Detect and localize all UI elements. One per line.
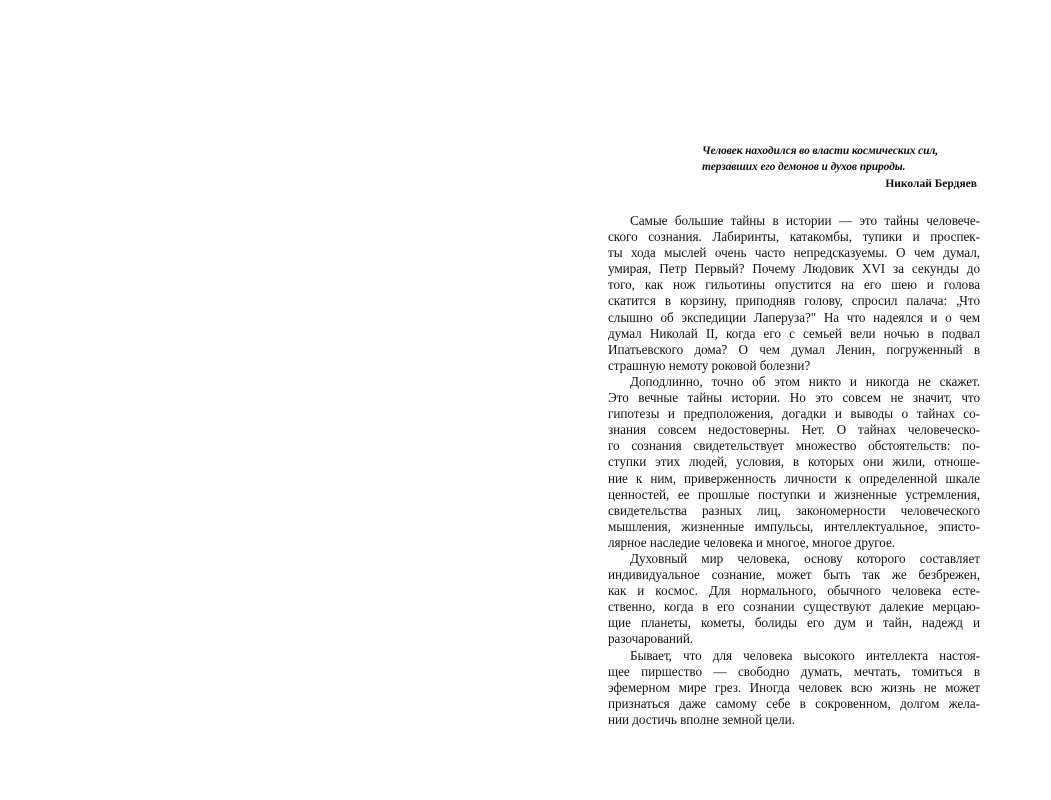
text-line: знания совсем недостоверны. Нет. О тайнах человеческо- <box>608 422 980 438</box>
text-line: щие планеты, кометы, болиды его дум и тайн, надежд и <box>608 615 980 631</box>
text-line: ского сознания. Лабиринты, катакомбы, тупики и проспек- <box>608 229 980 245</box>
text-line: умирая, Петр Первый? Почему Людовик XVI за секунды до <box>608 261 980 277</box>
text-line: эфемерном мире грез. Иногда человек всю жизнь не может <box>608 679 980 695</box>
text-line: признаться даже самому себе в сокровенном, долгом жела- <box>608 695 980 711</box>
text-line: Духовный мир человека, основу которого составляет <box>630 550 980 566</box>
text-line: гипотезы и предположения, догадки и выводы о тайнах со- <box>608 406 980 422</box>
text-line: свидетельства разных лиц, закономерности человеческого <box>608 502 980 518</box>
text-line: мышления, жизненные импульсы, интеллектуальное, эписто- <box>608 518 980 534</box>
text-line: того, как нож гильотины опустится на его шею и голова <box>608 277 980 293</box>
epigraph <box>702 143 982 192</box>
text-line: ты хода мыслей очень часто непредсказуемы. О чем думал, <box>608 245 980 261</box>
text-line: ступки этих людей, условия, в которых они жили, отноше- <box>608 454 980 470</box>
epigraph-line: Человек находился во власти космических сил, <box>702 145 939 157</box>
text-line: щее пиршество — свободно думать, мечтать, томиться в <box>608 663 980 679</box>
text-line: разочарований. <box>608 631 694 647</box>
text-line: думал Николай II, когда его с семьей вели ночью в подвал <box>608 325 980 341</box>
text-line: скатится в корзину, приподняв голову, спросил палача: „Что <box>608 293 980 309</box>
text-line: Доподлинно, точно об этом никто и никогда не скажет. <box>630 373 980 389</box>
text-line: ние к ним, приверженность личности к определенной шкале <box>608 470 980 486</box>
epigraph-line: терзавших его демонов и духов природы. <box>702 161 906 173</box>
paragraph-3 <box>608 551 980 648</box>
text-line: индивидуальное сознание, может быть так же безбрежен, <box>608 567 980 583</box>
text-line: лярное наследие человека и многое, многое другое. <box>608 534 896 550</box>
text-line: Ипатьевского дома? О чем думал Ленин, погруженный в <box>608 341 980 357</box>
paragraph-1 <box>608 213 980 374</box>
text-line: как и космос. Для нормального, обычного человека есте- <box>608 583 980 599</box>
text-line: Это вечные тайны истории. Но это совсем не значит, что <box>608 390 980 406</box>
paragraph-2 <box>608 374 980 551</box>
epigraph-author: Николай Бердяев <box>885 178 977 190</box>
text-line: нии достичь вполне земной цели. <box>608 711 795 727</box>
body-text <box>608 213 980 728</box>
text-line: Бывает, что для человека высокого интеллекта настоя- <box>630 647 980 663</box>
book-page <box>590 0 990 800</box>
text-line: Самые большие тайны в истории — это тайны человече- <box>630 213 980 228</box>
text-line: страшную немоту роковой болезни? <box>608 357 811 373</box>
text-line: го сознания свидетельствует множество обстоятельств: по- <box>608 438 980 454</box>
text-line: ственно, когда в его сознании существуют далекие мерцаю- <box>608 599 980 615</box>
text-line: ценностей, ее прошлые поступки и жизненные устремления, <box>608 486 980 502</box>
paragraph-4 <box>608 648 980 728</box>
text-line: слышно об экспедиции Лаперуза?" На что надеялся и о чем <box>608 309 980 325</box>
